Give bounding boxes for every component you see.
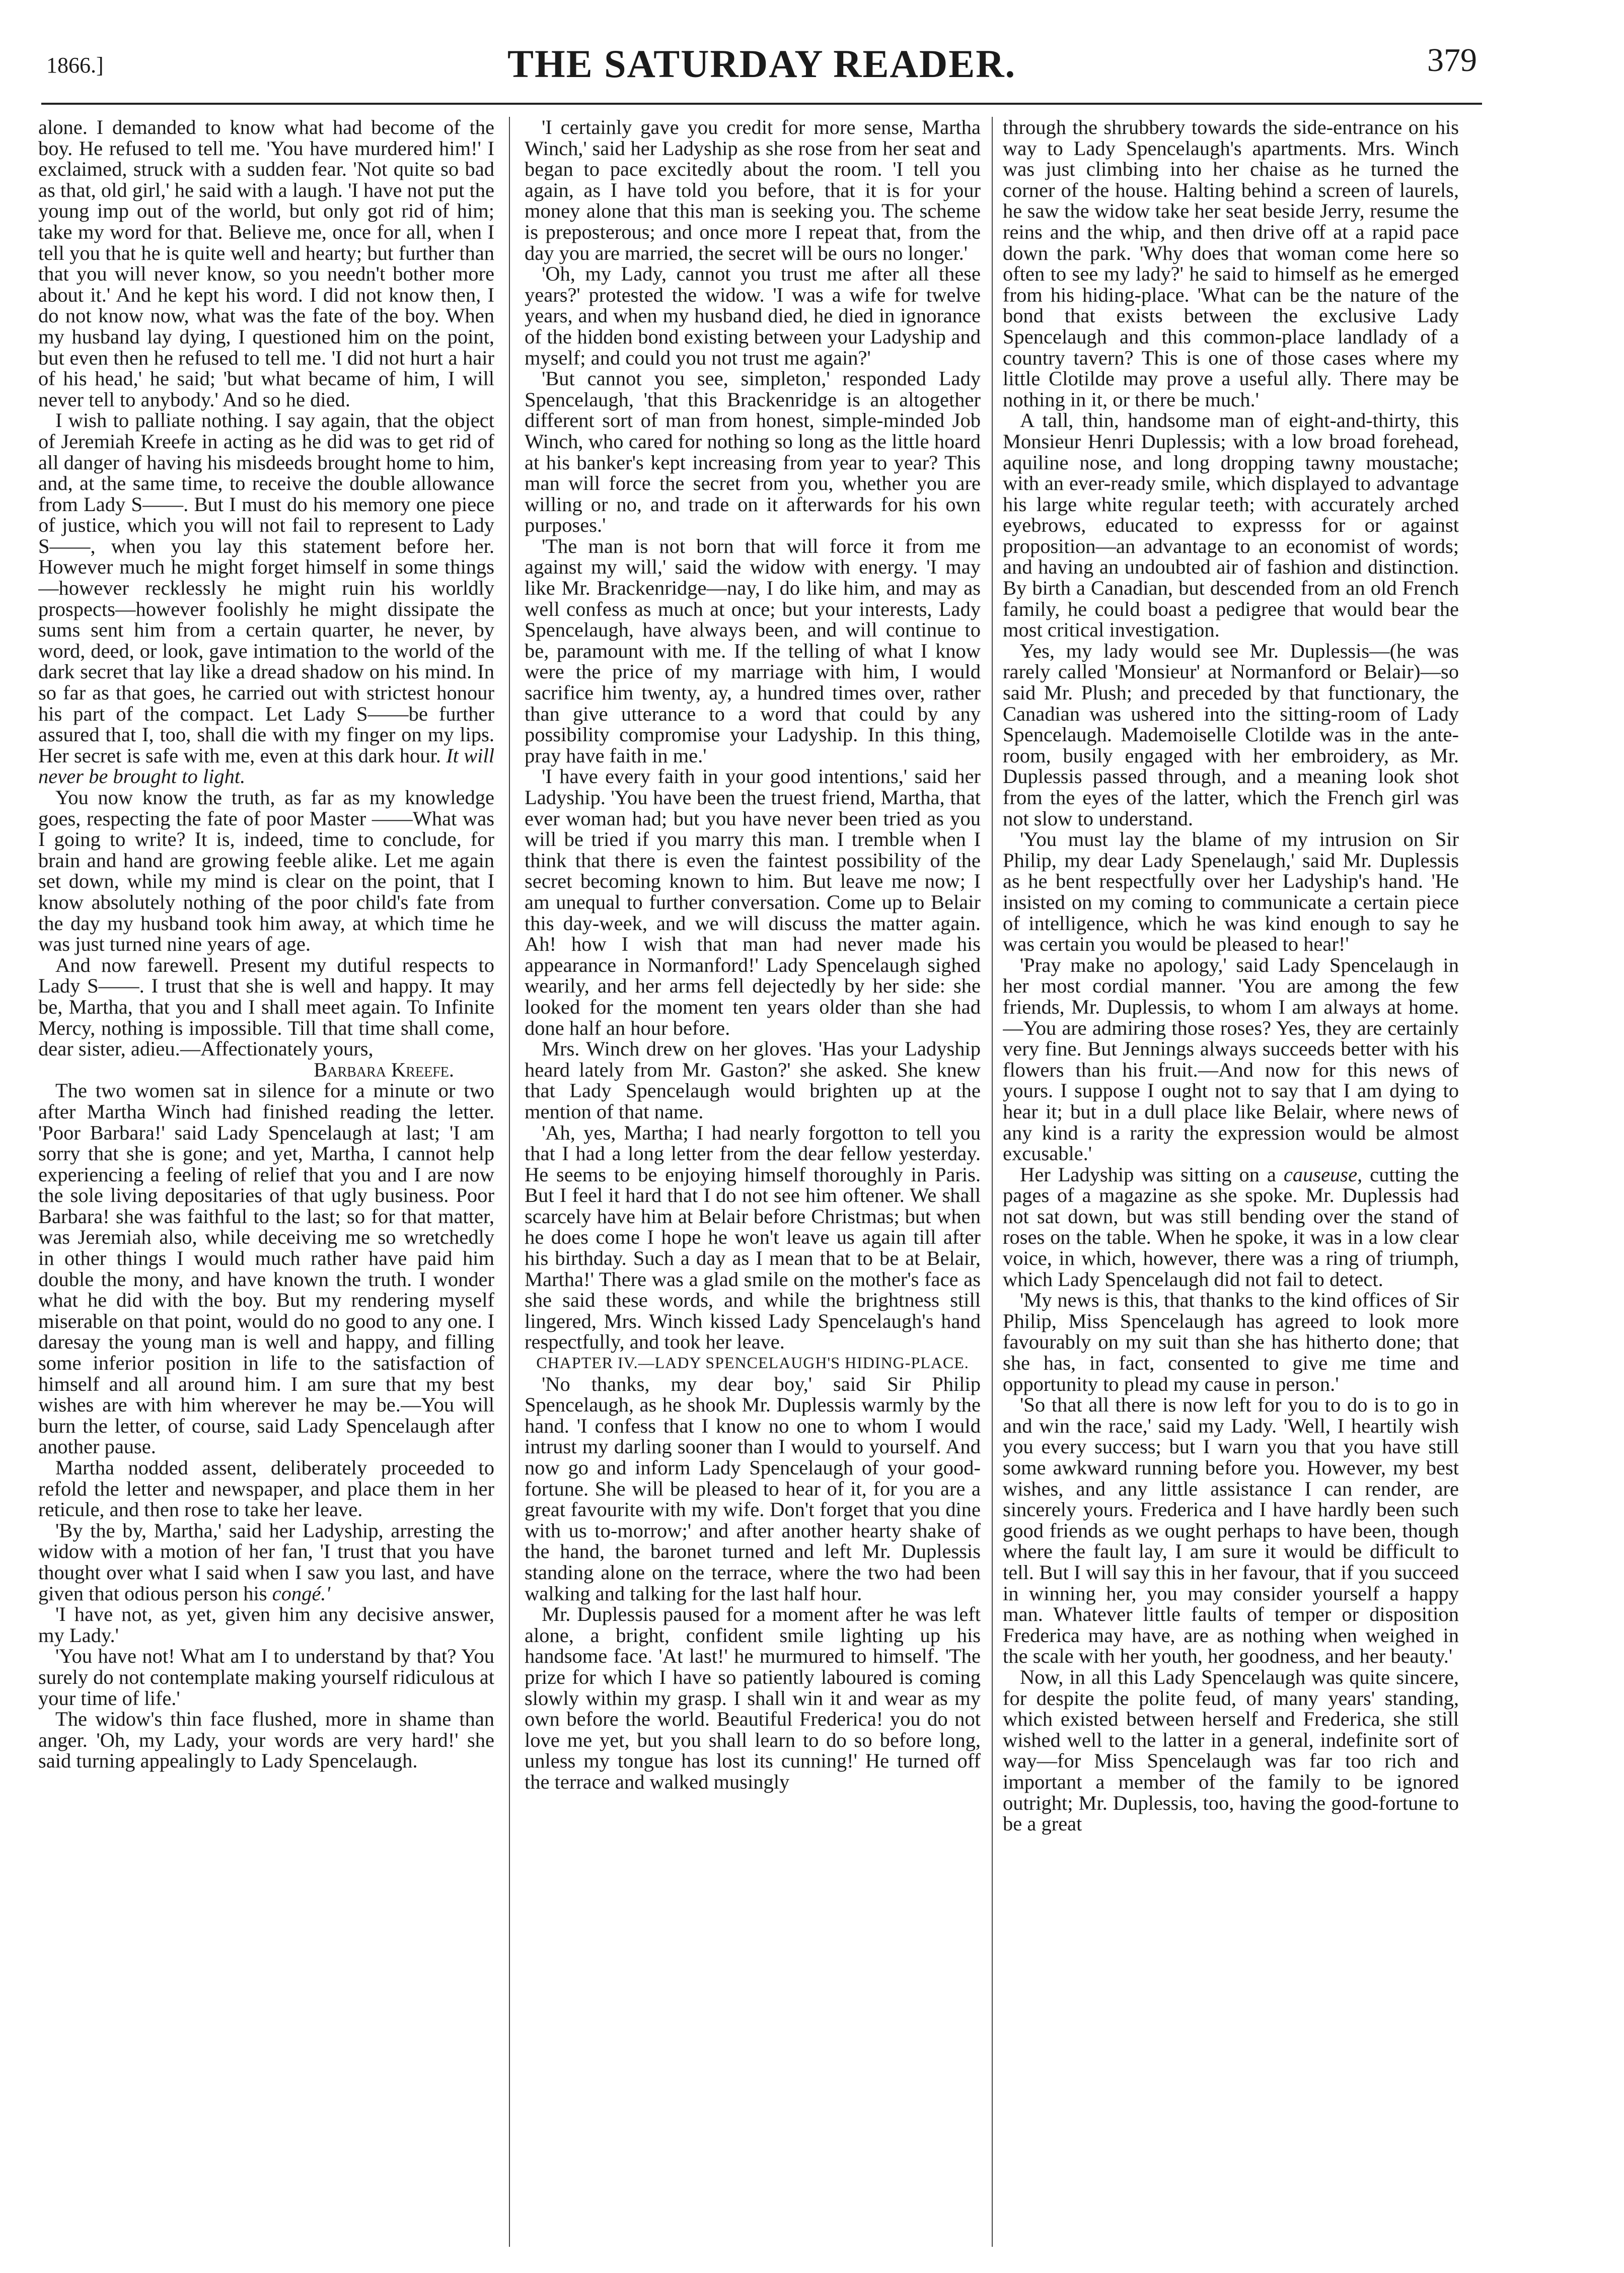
header-rule — [41, 103, 1482, 105]
paragraph: You now know the truth, as far as my knowledge goes, respecting the fate of poor Master ——What was I going to write? It is, indeed, time to conclude, for brain and hand are growing feeble alike. Let me again set down, while my mind is clear on the point, that I know absolutely nothing of the poor child's fate from the day my husband took him away, at which time he was just turned nine years of age. — [38, 786, 494, 956]
paragraph: 'I have every faith in your good intentions,' said her Ladyship. 'You have been the truest friend, Martha, that ever woman had; but you have never been tried as you will be tried if you marry this man. I tremble when I think that there is even the faintest possibility of the secret becoming known to him. But leave me now; I am unequal to further conversation. Come up to Belair this day-week, and we will discuss the matter again. Ah! how I wish that man had never made his appearance in Normanford!' Lady Spencelaugh sighed wearily, and her arms fell dejectedly by her side: she looked for the moment ten years older than she had done half an hour before. — [525, 765, 981, 1039]
paragraph: The widow's thin face flushed, more in shame than anger. 'Oh, my Lady, your words are very hard!' she said turning appealingly to Lady Spencelaugh. — [38, 1708, 494, 1772]
text-column-2 — [525, 117, 981, 2252]
paragraph: alone. I demanded to know what had become of the boy. He refused to tell me. 'You have murdered him!' I exclaimed, struck with a sudden fear. 'Not quite so bad as that, old girl,' he said with a laugh. 'I have not put the young imp out of the world, but only got rid of him; take my word for that. Believe me, once for all, when I tell you that he is quite well and hearty; but further than that you will never know, so you needn't bother more about it.' And he kept his word. I did not know then, I do not know now, what was the fate of the boy. When my husband lay dying, I questioned him on the point, but even then he refused to tell me. 'I did not hurt a hair of his head,' he said; 'but what became of him, I will never tell to anybody.' And so he died. — [38, 117, 494, 411]
paragraph: 'Pray make no apology,' said Lady Spencelaugh in her most cordial manner. 'You are among the few friends, Mr. Duplessis, to whom I am always at home.—You are admiring those roses? Yes, they are certainly very fine. But Jennings always succeeds better with his flowers than his fruit.—And now for this news of yours. I suppose I ought not to say that I am dying to hear it; but in a dull place like Belair, where news of any kind is a rarity the expression would be almost excusable.' — [1003, 953, 1459, 1165]
paragraph: 'Oh, my Lady, cannot you trust me after all these years?' protested the widow. 'I was a wife for twelve years, and when my husband died, he died in ignorance of the hidden bond existing between your Ladyship and myself; and could you not trust me again?' — [525, 262, 981, 369]
paragraph: 'I have not, as yet, given him any decisive answer, my Lady.' — [38, 1603, 494, 1647]
paragraph: 'By the by, Martha,' said her Ladyship, arresting the widow with a motion of her fan, 'I trust that you have thought over what I said when I saw you last, and have given that odious person his congé.' — [38, 1519, 494, 1605]
page-header — [46, 41, 1477, 102]
paragraph: 'Ah, yes, Martha; I had nearly forgotton to tell you that I had a long letter from the dear fellow yesterday. He seems to be enjoying himself thoroughly in Paris. But I feel it hard that I do not see him oftener. We shall scarcely have him at Belair before Christmas; but when he does come I hope he won't leave us again till after his birthday. Such a day as I mean that to be at Belair, Martha!' There was a glad smile on the mother's face as she said these words, and while the brightness still lingered, Mrs. Winch kissed Lady Spencelaugh's hand respectfully, and took her leave. — [525, 1121, 981, 1354]
italic-word: causeuse, — [1283, 1163, 1363, 1186]
paragraph: I wish to palliate nothing. I say again, that the object of Jeremiah Kreefe in acting as he did was to get rid of all danger of having his misdeeds brought home to him, and, at the same time, to receive the double allowance from Lady S——. But I must do his memory one piece of justice, which you will not fail to represent to Lady S——, when you lay this statement before her. However much he might forget himself in some things—however recklessly he might ruin his worldly prospects—however foolishly he might dissipate the sums sent him from a certain quarter, he never, by word, deed, or look, gave intimation to the world of the dark secret that lay like a dread shadow on his mind. In so far as that goes, he carried out with strictest honour his part of the compact. Let Lady S——be further assured that I, too, shall die with my finger on my lips. Her secret is safe with me, even at this dark hour. It will never be brought to light. — [38, 409, 494, 788]
paragraph: 'I certainly gave you credit for more sense, Martha Winch,' said her Ladyship as she rose from her seat and began to pace excitedly about the room. 'I tell you again, as I have told you before, that it is for your money alone that this man is seeking you. The scheme is preposterous; and once more I repeat that, from the day you are married, the secret will be ours no longer.' — [525, 117, 981, 264]
paragraph: 'No thanks, my dear boy,' said Sir Philip Spencelaugh, as he shook Mr. Duplessis warmly by the hand. 'I confess that I know no one to whom I would intrust my darling sooner than I would to yourself. And now go and inform Lady Spencelaugh of your good-fortune. She will be pleased to hear of it, for you are a great favourite with my wife. Don't forget that you dine with us to-morrow;' and after another hearty shake of the hand, the baronet turned and left Mr. Duplessis standing alone on the terrace, where the two had been walking and talking for the last half hour. — [525, 1372, 981, 1605]
text-column-3 — [1003, 117, 1459, 2252]
italic-phrase: It will never be brought to light. — [38, 744, 494, 788]
paragraph: Mrs. Winch drew on her gloves. 'Has your Ladyship heard lately from Mr. Gaston?' she asked. She knew that Lady Spencelaugh would brighten up at the mention of that name. — [525, 1037, 981, 1123]
paragraph: And now farewell. Present my dutiful respects to Lady S——. I trust that she is well and happy. It may be, Martha, that you and I shall meet again. To Infinite Mercy, nothing is impossible. Till that time shall come, dear sister, adieu.—Affectionately yours, — [38, 953, 494, 1060]
paragraph: 'But cannot you see, simpleton,' responded Lady Spencelaugh, 'that this Brackenridge is an altogether different sort of man from honest, simple-minded Job Winch, who cared for nothing so long as the little hoard at his banker's kept increasing from year to year? This man will force the secret from you, whether you are willing or no, and trade on it afterwards for his own purposes.' — [525, 367, 981, 537]
column-divider — [509, 117, 510, 2247]
paragraph: Yes, my lady would see Mr. Duplessis—(he was rarely called 'Monsieur' at Normanford or Belair)—so said Mr. Plush; and preceded by that functionary, the Canadian was ushered into the sitting-room of Lady Spencelaugh. Mademoiselle Clotilde was in the ante-room, busily engaged with her embroidery, as Mr. Duplessis passed through, and a meaning look shot from the eyes of the latter, which the French girl was not slow to understand. — [1003, 639, 1459, 830]
paragraph: 'You have not! What am I to understand by that? You surely do not contemplate making yourself ridiculous at your time of life.' — [38, 1645, 494, 1710]
page-number: 379 — [1427, 42, 1477, 79]
paragraph: 'So that all there is now left for you to do is to go in and win the race,' said my Lady. 'Well, I heartily wish you every success; but I warn you that you have still some awkward running before you. However, my best wishes, and any little assistance I can render, are sincerely yours. Frederica and I have hardly been such good friends as we ought perhaps to have been, though where the fault lay, I am sure it would be difficult to tell. But I will say this in her favour, that if you succeed in winning her, you may consider yourself a happy man. Whatever little faults of temper or disposition Frederica may have, are as nothing when weighed in the scale with her youth, her goodness, and her beauty.' — [1003, 1393, 1459, 1668]
paragraph: Her Ladyship was sitting on a causeuse, cutting the pages of a magazine as she spoke. Mr. Duplessis had not sat down, but was still bending over the stand of roses on the table. When he spoke, it was in a low clear voice, in which, however, there was a ring of triumph, which Lady Spencelaugh did not fail to detect. — [1003, 1163, 1459, 1291]
column-divider — [992, 117, 993, 2247]
text-column-1 — [38, 117, 494, 2252]
paragraph: 'The man is not born that will force it from me against my will,' said the widow with energy. 'I may like Mr. Brackenridge—nay, I do like him, and may as well confess as much at once; but your interests, Lady Spencelaugh, have always been, and will continue to be, paramount with me. If the telling of what I know were the price of my marriage with him, I would sacrifice him twenty, ay, a hundred times over, rather than give utterance to a word that could by any possibility compromise your Ladyship. In this thing, pray have faith in me.' — [525, 534, 981, 767]
paragraph: through the shrubbery towards the side-entrance on his way to Lady Spencelaugh's apartments. Mrs. Winch was just climbing into her chaise as he turned the corner of the house. Halting behind a screen of laurels, he saw the widow take her seat beside Jerry, resume the reins and the whip, and then drive off at a rapid pace down the park. 'Why does that woman come here so often to see my lady?' he said to himself as he emerged from his hiding-place. 'What can be the nature of the bond that exists between the exclusive Lady Spencelaugh and this common-place landlady of a country tavern? This is one of those cases where my little Clotilde may prove a useful ally. There may be nothing in it, or there be much.' — [1003, 117, 1459, 411]
chapter-heading: CHAPTER IV.—LADY SPENCELAUGH'S HIDING-PLACE. — [536, 1354, 969, 1372]
paragraph: Martha nodded assent, deliberately proceeded to refold the letter and newspaper, and place them in her reticule, and then rose to take her leave. — [38, 1456, 494, 1521]
paragraph: A tall, thin, handsome man of eight-and-thirty, this Monsieur Henri Duplessis; with a low broad forehead, aquiline nose, and long dropping tawny moustache; with an ever-ready smile, which displayed to advantage his large white regular teeth; with accurately arched eyebrows, educated to expresss for or against proposition—an advantage to an economist of words; and having an undoubted air of fashion and distinction. By birth a Canadian, but descended from an old French family, he could boast a pedigree that would bear the most critical investigation. — [1003, 409, 1459, 642]
issue-date: 1866.] — [46, 53, 104, 78]
paragraph: Mr. Duplessis paused for a moment after he was left alone, a bright, confident smile lighting up his handsome face. 'At last!' he murmured to himself. 'The prize for which I have so patiently laboured is coming slowly within my grasp. I shall win it and wear as my own before the world. Beautiful Frederica! you do not love me yet, but you shall learn to do so before long, unless my tongue has lost its cunning!' He turned off the terrace and walked musingly — [525, 1603, 981, 1793]
italic-word: congé.' — [272, 1582, 331, 1605]
masthead-title: THE SATURDAY READER. — [507, 42, 1016, 86]
paragraph: 'My news is this, that thanks to the kind offices of Sir Philip, Miss Spencelaugh has agreed to look more favourably on my suit than she has hitherto done; that she has, in fact, consented to give me time and opportunity to plead my cause in person.' — [1003, 1289, 1459, 1395]
paragraph: The two women sat in silence for a minute or two after Martha Winch had finished reading the letter. 'Poor Barbara!' said Lady Spencelaugh at last; 'I am sorry that she is gone; and yet, Martha, I cannot help experiencing a feeling of relief that you and I are now the sole living depositaries of that ugly business. Poor Barbara! she was faithful to the last; so for that matter, was Jeremiah also, while deceiving me so wretchedly in other things I would much rather have paid him double the mony, and have known the truth. I wonder what he did with the boy. But my rendering myself miserable on that point, would do no good to any one. I daresay the young man is well and happy, and filling some inferior position in life to the satisfaction of himself and all around him. I am sure that my best wishes are with him wherever he may be.—You will burn the letter, of course, said Lady Spencelaugh after another pause. — [38, 1079, 494, 1458]
paragraph: Now, in all this Lady Spencelaugh was quite sincere, for despite the polite feud, of many years' standing, which existed between herself and Frederica, she still wished well to the latter in a general, indefinite sort of way—for Miss Spencelaugh was far too rich and important a member of the family to be ignored outright; Mr. Duplessis, too, having the good-fortune to be a great — [1003, 1665, 1459, 1835]
paragraph: 'You must lay the blame of my intrusion on Sir Philip, my dear Lady Spenelaugh,' said Mr. Duplessis as he bent respectfully over her Ladyship's hand. 'He insisted on my coming to communicate a certain piece of intelligence, which he was kind enough to say he was certain you would be pleased to hear!' — [1003, 828, 1459, 956]
letter-signature: Barbara Kreefe. — [314, 1058, 454, 1081]
